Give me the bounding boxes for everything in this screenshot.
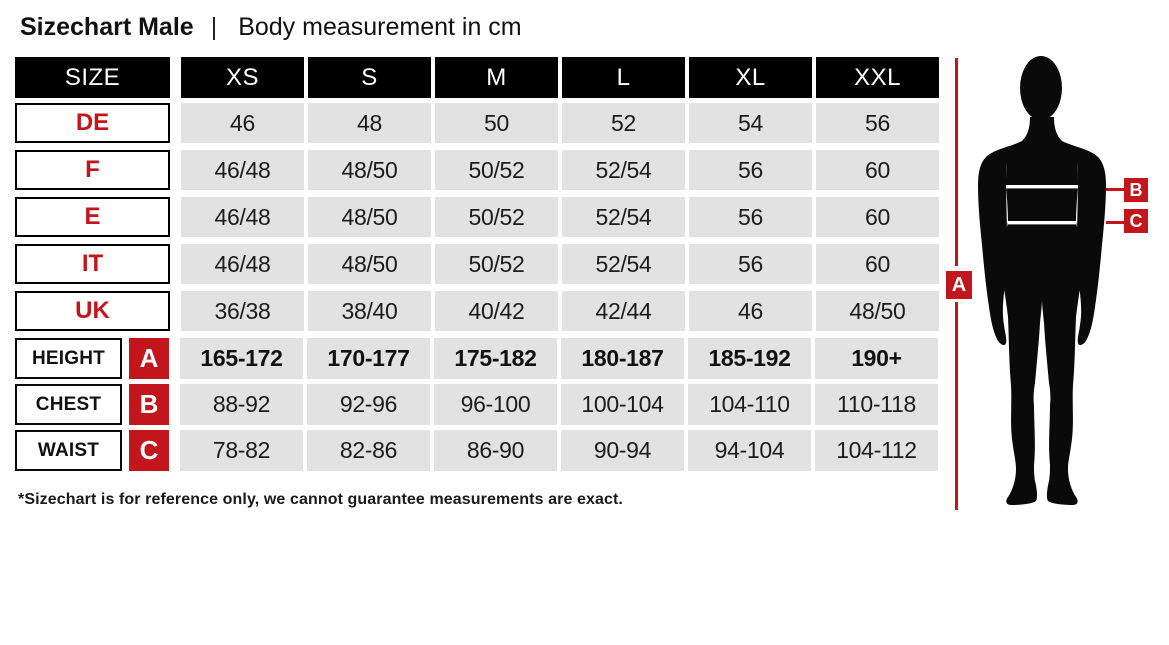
cell-value: 60 xyxy=(816,150,939,190)
cell-value: 56 xyxy=(689,150,812,190)
cell-value: 40/42 xyxy=(435,291,558,331)
cell-value: 82-86 xyxy=(307,430,430,471)
cell-value: 52/54 xyxy=(562,244,685,284)
table-row-height xyxy=(15,338,939,379)
table-row-it xyxy=(15,244,939,284)
header-size-xxl: XXL xyxy=(816,57,939,98)
waist-marker-connector xyxy=(1106,221,1124,224)
chest-measure-line xyxy=(1006,185,1078,188)
row-label-height: HEIGHT xyxy=(15,338,122,379)
silhouette-body xyxy=(978,117,1106,505)
height-measure-line-bottom xyxy=(955,302,958,510)
header-size-xl: XL xyxy=(689,57,812,98)
cell-value: 48/50 xyxy=(816,291,939,331)
size-table xyxy=(15,57,939,476)
cell-value: 110-118 xyxy=(815,384,938,425)
table-row-uk xyxy=(15,291,939,331)
cell-value: 46/48 xyxy=(181,197,304,237)
cell-value: 86-90 xyxy=(434,430,557,471)
cell-value: 48/50 xyxy=(308,150,431,190)
cell-value: 52 xyxy=(562,103,685,143)
cell-value: 46 xyxy=(689,291,812,331)
cell-value: 50/52 xyxy=(435,244,558,284)
cell-value: 94-104 xyxy=(688,430,811,471)
waist-measure-line xyxy=(1008,221,1076,224)
cell-value: 165-172 xyxy=(180,338,303,379)
header-size-xs: XS xyxy=(181,57,304,98)
cell-value: 190+ xyxy=(815,338,938,379)
row-label-uk: UK xyxy=(15,291,170,331)
cell-value: 42/44 xyxy=(562,291,685,331)
silhouette-head xyxy=(1020,56,1062,120)
header-size-s: S xyxy=(308,57,431,98)
cell-value: 60 xyxy=(816,244,939,284)
title-main: Sizechart Male xyxy=(20,13,194,41)
cell-value: 96-100 xyxy=(434,384,557,425)
figure-marker-b: B xyxy=(1124,178,1148,202)
cell-value: 48/50 xyxy=(308,244,431,284)
header-size-m: M xyxy=(435,57,558,98)
cell-value: 185-192 xyxy=(688,338,811,379)
height-measure-line-top xyxy=(955,58,958,266)
cell-value: 46/48 xyxy=(181,150,304,190)
table-row-chest xyxy=(15,384,939,425)
figure-marker-a: A xyxy=(946,271,972,299)
page-title xyxy=(20,13,522,42)
cell-value: 56 xyxy=(816,103,939,143)
chest-marker-connector xyxy=(1106,188,1124,191)
title-subtitle: Body measurement in cm xyxy=(238,13,522,41)
cell-value: 50/52 xyxy=(435,150,558,190)
cell-value: 170-177 xyxy=(307,338,430,379)
cell-value: 52/54 xyxy=(562,197,685,237)
table-row-e xyxy=(15,197,939,237)
cell-value: 50/52 xyxy=(435,197,558,237)
marker-badge-c: C xyxy=(129,430,169,471)
table-header-row xyxy=(15,57,939,98)
cell-value: 36/38 xyxy=(181,291,304,331)
table-row-f xyxy=(15,150,939,190)
row-label-de: DE xyxy=(15,103,170,143)
cell-value: 104-112 xyxy=(815,430,938,471)
title-separator: | xyxy=(210,13,218,41)
row-label-waist: WAIST xyxy=(15,430,122,471)
male-silhouette xyxy=(978,55,1106,507)
cell-value: 56 xyxy=(689,244,812,284)
cell-value: 60 xyxy=(816,197,939,237)
row-label-e: E xyxy=(15,197,170,237)
table-row-de xyxy=(15,103,939,143)
cell-value: 50 xyxy=(435,103,558,143)
marker-badge-a: A xyxy=(129,338,169,379)
header-size-l: L xyxy=(562,57,685,98)
marker-badge-b: B xyxy=(129,384,169,425)
cell-value: 46 xyxy=(181,103,304,143)
row-label-it: IT xyxy=(15,244,170,284)
cell-value: 104-110 xyxy=(688,384,811,425)
table-row-waist xyxy=(15,430,939,471)
cell-value: 100-104 xyxy=(561,384,684,425)
cell-value: 46/48 xyxy=(181,244,304,284)
cell-value: 38/40 xyxy=(308,291,431,331)
cell-value: 54 xyxy=(689,103,812,143)
cell-value: 78-82 xyxy=(180,430,303,471)
cell-value: 48 xyxy=(308,103,431,143)
figure-marker-c: C xyxy=(1124,209,1148,233)
cell-value: 90-94 xyxy=(561,430,684,471)
row-label-f: F xyxy=(15,150,170,190)
header-size-label: SIZE xyxy=(15,57,170,98)
cell-value: 88-92 xyxy=(180,384,303,425)
cell-value: 56 xyxy=(689,197,812,237)
cell-value: 175-182 xyxy=(434,338,557,379)
cell-value: 180-187 xyxy=(561,338,684,379)
cell-value: 52/54 xyxy=(562,150,685,190)
cell-value: 48/50 xyxy=(308,197,431,237)
row-label-chest: CHEST xyxy=(15,384,122,425)
footnote-text: *Sizechart is for reference only, we cannot guarantee measurements are exact. xyxy=(18,491,623,508)
cell-value: 92-96 xyxy=(307,384,430,425)
